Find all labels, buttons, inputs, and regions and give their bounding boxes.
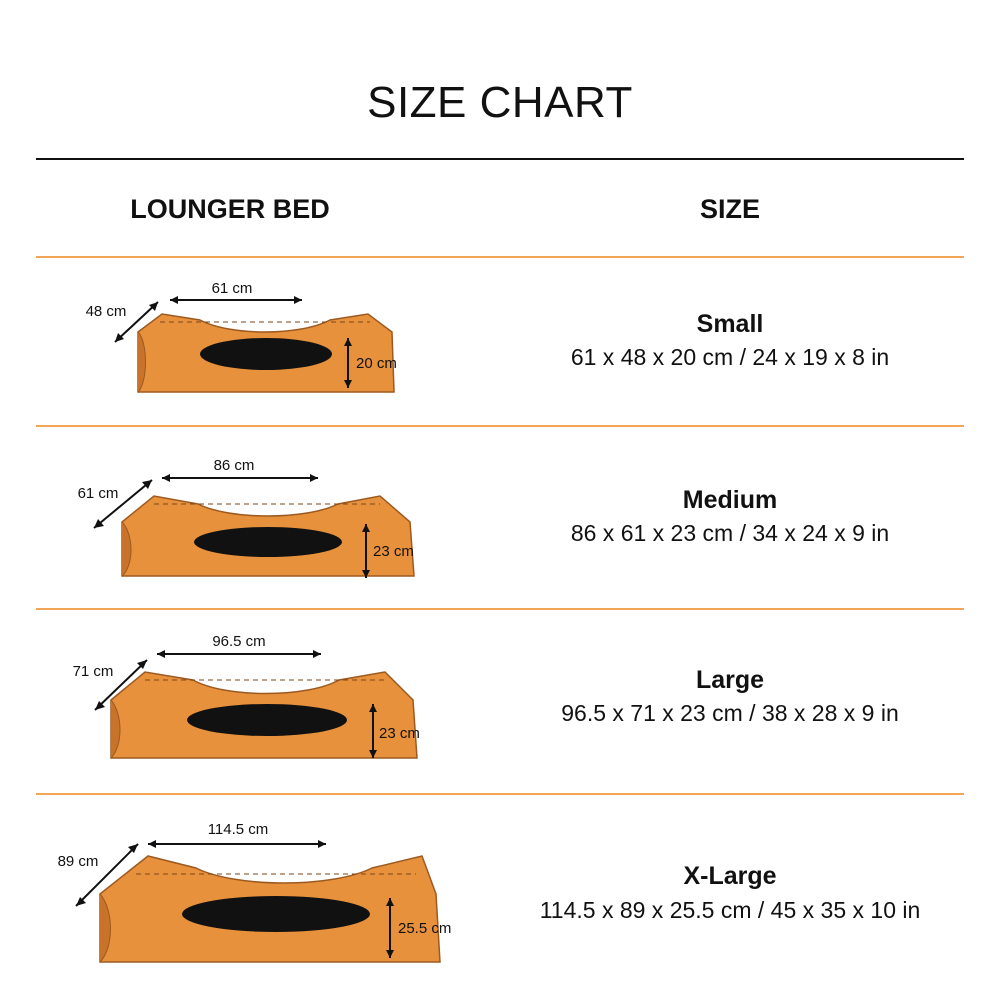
- length-label: 96.5 cm: [212, 633, 266, 650]
- row-divider: [36, 608, 964, 610]
- row-divider: [36, 425, 964, 427]
- width-label: 48 cm: [85, 303, 127, 320]
- size-dims-small: 61 x 48 x 20 cm / 24 x 19 x 8 in: [570, 344, 890, 370]
- bed-cushion: [187, 704, 347, 736]
- bed-illustration-small: [70, 272, 430, 402]
- width-label: 89 cm: [57, 853, 99, 870]
- page-title: SIZE CHART: [367, 78, 633, 127]
- column-header-product: LOUNGER BED: [130, 194, 330, 224]
- length-label: 114.5 cm: [207, 821, 269, 838]
- height-label: 23 cm: [373, 543, 414, 560]
- height-label: 20 cm: [356, 355, 397, 372]
- row-divider: [36, 793, 964, 795]
- size-name-x-large: X-Large: [683, 862, 777, 890]
- row-divider: [36, 256, 964, 258]
- size-dims-large: 96.5 x 71 x 23 cm / 38 x 28 x 9 in: [561, 700, 899, 726]
- size-name-large: Large: [695, 666, 765, 694]
- size-name-small: Small: [696, 310, 764, 338]
- bed-illustration-large: [55, 626, 445, 771]
- height-label: 23 cm: [379, 725, 420, 742]
- width-label: 71 cm: [72, 663, 114, 680]
- bed-cushion: [194, 527, 342, 557]
- width-label: 61 cm: [77, 485, 119, 502]
- length-label: 86 cm: [213, 457, 255, 474]
- column-header-size: SIZE: [699, 194, 760, 224]
- title-divider: [36, 158, 964, 160]
- bed-illustration-medium: [60, 448, 440, 588]
- size-dims-x-large: 114.5 x 89 x 25.5 cm / 45 x 35 x 10 in: [539, 897, 921, 923]
- height-label: 25.5 cm: [398, 920, 452, 937]
- bed-cushion: [182, 896, 370, 932]
- bed-cushion: [200, 338, 332, 370]
- size-dims-medium: 86 x 61 x 23 cm / 34 x 24 x 9 in: [570, 520, 890, 546]
- size-name-medium: Medium: [682, 486, 778, 514]
- bed-illustration-x-large: [40, 808, 480, 968]
- length-label: 61 cm: [211, 280, 253, 297]
